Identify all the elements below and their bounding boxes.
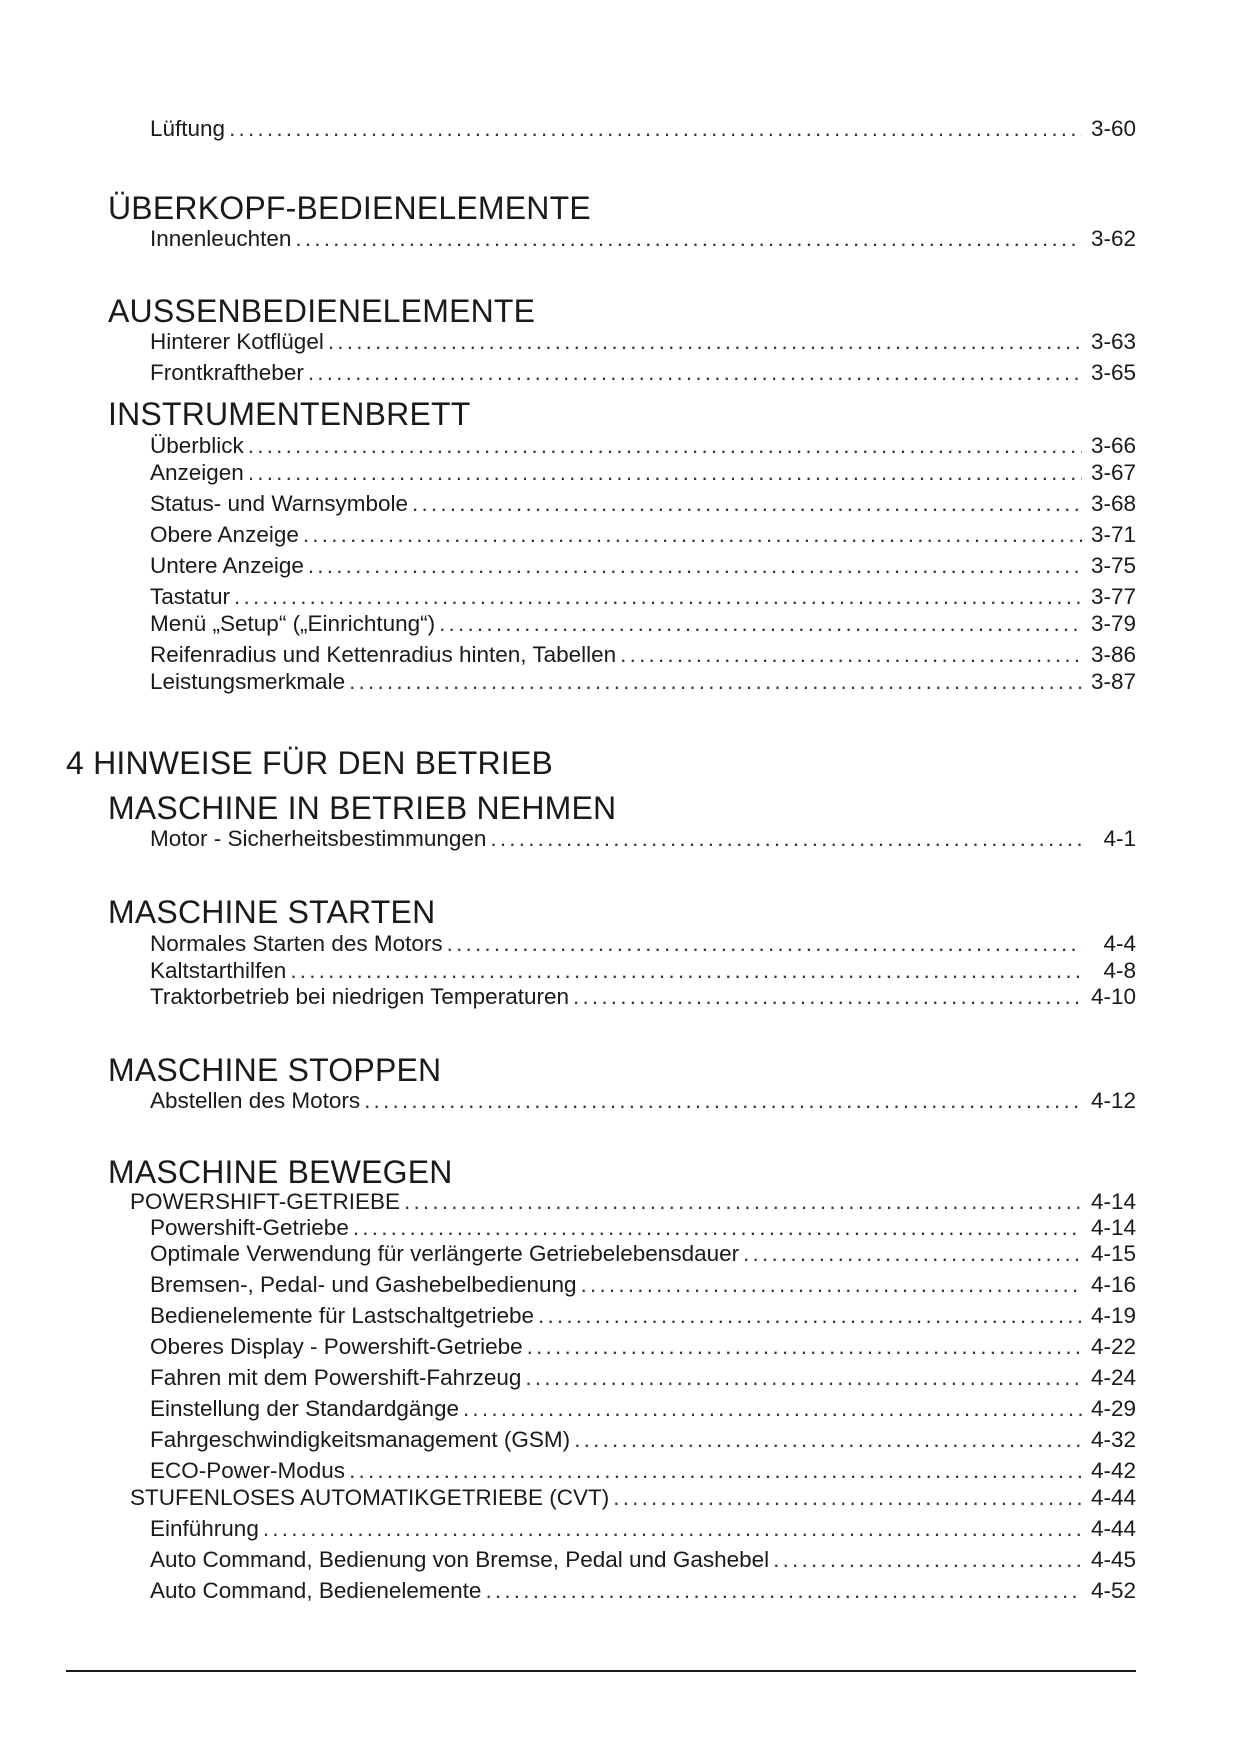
footer-rule: [66, 1670, 1136, 1672]
toc-entry-title: Optimale Verwendung für verlängerte Getriebelebensdauer: [150, 1241, 740, 1266]
toc-entry-title: Überblick: [150, 433, 244, 458]
dot-leader: [613, 1485, 1082, 1511]
toc-entry-title: Oberes Display - Powershift-Getriebe: [150, 1334, 523, 1359]
toc-entry-title: Innenleuchten: [150, 226, 292, 251]
dot-leader: [538, 1303, 1082, 1329]
section-heading: MASCHINE BEWEGEN: [108, 1154, 453, 1190]
dot-leader: [303, 522, 1082, 548]
toc-entry-title: Leistungsmerkmale: [150, 669, 346, 694]
dot-leader: [743, 1241, 1082, 1267]
toc-entry-page: 3-86: [1090, 642, 1136, 667]
toc-entry[interactable]: [150, 826, 1136, 852]
dot-leader: [773, 1547, 1082, 1573]
toc-entry-page: 3-79: [1090, 611, 1136, 636]
toc-entry-title: Einstellung der Standardgänge: [150, 1396, 459, 1421]
dot-leader: [353, 1215, 1082, 1241]
toc-entry-page: 3-68: [1090, 491, 1136, 516]
toc-entry-page: 3-77: [1090, 584, 1136, 609]
toc-entry[interactable]: [150, 958, 1136, 984]
dot-leader: [404, 1189, 1082, 1215]
toc-entry-page: 4-10: [1090, 984, 1136, 1009]
toc-entry-title: Menü „Setup“ („Einrichtung“): [150, 611, 436, 636]
toc-entry-title: Bremsen-, Pedal- und Gashebelbedienung: [150, 1272, 577, 1297]
toc-entry-page: 4-15: [1090, 1241, 1136, 1266]
dot-leader: [581, 1272, 1082, 1298]
toc-entry-page: 3-63: [1090, 329, 1136, 354]
dot-leader: [308, 360, 1082, 386]
toc-entry-title: Hinterer Kotflügel: [150, 329, 324, 354]
dot-leader: [234, 584, 1082, 610]
toc-entry-page: 3-87: [1090, 669, 1136, 694]
toc-entry-title: Auto Command, Bedienelemente: [150, 1578, 482, 1603]
toc-entry-page: 3-60: [1090, 116, 1136, 141]
toc-entry-title: Traktorbetrieb bei niedrigen Temperaturen: [150, 984, 569, 1009]
toc-entry[interactable]: [150, 1215, 1136, 1241]
dot-leader: [248, 433, 1082, 459]
toc-entry[interactable]: [150, 1458, 1136, 1484]
toc-entry-title: Status- und Warnsymbole: [150, 491, 409, 516]
toc-entry-page: 4-12: [1090, 1088, 1136, 1113]
section-heading: ÜBERKOPF-BEDIENELEMENTE: [108, 190, 591, 226]
toc-entry[interactable]: [150, 584, 1136, 610]
toc-entry-title: Obere Anzeige: [150, 522, 299, 547]
toc-entry-page: 3-71: [1090, 522, 1136, 547]
toc-entry-title: Fahren mit dem Powershift-Fahrzeug: [150, 1365, 522, 1390]
toc-entry[interactable]: [150, 329, 1136, 355]
toc-entry-title: Tastatur: [150, 584, 231, 609]
toc-entry-page: 4-42: [1090, 1458, 1136, 1483]
toc-entry[interactable]: [150, 1427, 1136, 1453]
toc-entry-page: 4-16: [1090, 1272, 1136, 1297]
toc-entry[interactable]: [150, 1272, 1136, 1298]
dot-leader: [485, 1578, 1082, 1604]
toc-entry-title: Auto Command, Bedienung von Bremse, Pedal und Gashebel: [150, 1547, 770, 1572]
toc-entry[interactable]: [150, 116, 1136, 142]
toc-entry[interactable]: [150, 642, 1136, 668]
toc-entry-page: 3-62: [1090, 226, 1136, 251]
toc-entry-page: 4-4: [1103, 931, 1136, 956]
toc-entry[interactable]: [150, 1334, 1136, 1360]
toc-entry-page: 4-52: [1090, 1578, 1136, 1603]
toc-entry[interactable]: [150, 360, 1136, 386]
toc-entry-page: 4-1: [1103, 826, 1136, 851]
toc-entry[interactable]: [150, 1241, 1136, 1267]
dot-leader: [349, 669, 1082, 695]
dot-leader: [328, 329, 1082, 355]
dot-leader: [490, 826, 1082, 852]
dot-leader: [229, 116, 1082, 142]
dot-leader: [364, 1088, 1082, 1114]
dot-leader: [525, 1365, 1082, 1391]
toc-entry[interactable]: [150, 669, 1136, 695]
toc-entry-page: 4-8: [1103, 958, 1136, 983]
toc-entry[interactable]: [150, 931, 1136, 957]
dot-leader: [574, 1427, 1082, 1453]
toc-entry-title: STUFENLOSES AUTOMATIKGETRIEBE (CVT): [130, 1485, 610, 1510]
toc-entry-page: 4-44: [1090, 1516, 1136, 1541]
toc-entry[interactable]: [150, 433, 1136, 459]
dot-leader: [349, 1458, 1082, 1484]
toc-subsection-entry[interactable]: [130, 1189, 1136, 1215]
toc-entry-page: 4-22: [1090, 1334, 1136, 1359]
toc-entry[interactable]: [150, 984, 1136, 1010]
toc-entry[interactable]: [150, 1578, 1136, 1604]
toc-entry[interactable]: [150, 522, 1136, 548]
toc-entry-page: 4-14: [1090, 1189, 1136, 1214]
dot-leader: [439, 611, 1082, 637]
toc-entry-title: Motor - Sicherheitsbestimmungen: [150, 826, 487, 851]
toc-entry-page: 4-24: [1090, 1365, 1136, 1390]
toc-entry[interactable]: [150, 611, 1136, 637]
toc-entry-page: 4-19: [1090, 1303, 1136, 1328]
toc-entry[interactable]: [150, 226, 1136, 252]
toc-entry-title: Fahrgeschwindigkeitsmanagement (GSM): [150, 1427, 571, 1452]
toc-entry-page: 3-75: [1090, 553, 1136, 578]
toc-entry-page: 4-44: [1090, 1485, 1136, 1510]
section-heading: MASCHINE STARTEN: [108, 894, 436, 930]
toc-subsection-entry[interactable]: [130, 1485, 1136, 1511]
section-heading: AUSSENBEDIENELEMENTE: [108, 293, 536, 329]
toc-entry-title: ECO-Power-Modus: [150, 1458, 346, 1483]
dot-leader: [295, 226, 1082, 252]
dot-leader: [308, 553, 1082, 579]
dot-leader: [620, 642, 1082, 668]
toc-entry-title: Einführung: [150, 1516, 259, 1541]
toc-entry-page: 4-45: [1090, 1547, 1136, 1572]
dot-leader: [463, 1396, 1082, 1422]
toc-entry[interactable]: [150, 1516, 1136, 1542]
toc-entry[interactable]: [150, 1365, 1136, 1391]
dot-leader: [412, 491, 1082, 517]
toc-entry-page: 4-29: [1090, 1396, 1136, 1421]
dot-leader: [248, 460, 1082, 486]
toc-entry-title: Abstellen des Motors: [150, 1088, 361, 1113]
toc-entry[interactable]: [150, 1547, 1136, 1573]
dot-leader: [573, 984, 1082, 1010]
dot-leader: [263, 1516, 1082, 1542]
toc-entry[interactable]: [150, 1088, 1136, 1114]
toc-entry-page: 3-66: [1090, 433, 1136, 458]
dot-leader: [527, 1334, 1082, 1360]
dot-leader: [290, 958, 1082, 984]
toc-entry[interactable]: [150, 1303, 1136, 1329]
toc-entry-title: Lüftung: [150, 116, 226, 141]
toc-entry-title: Bedienelemente für Lastschaltgetriebe: [150, 1303, 534, 1328]
toc-entry-page: 4-14: [1090, 1215, 1136, 1240]
dot-leader: [447, 931, 1082, 957]
toc-entry-title: POWERSHIFT-GETRIEBE: [130, 1189, 401, 1214]
toc-entry-title: Reifenradius und Kettenradius hinten, Tabellen: [150, 642, 617, 667]
toc-entry-title: Frontkraftheber: [150, 360, 304, 385]
toc-entry-title: Kaltstarthilfen: [150, 958, 287, 983]
toc-entry[interactable]: [150, 460, 1136, 486]
section-heading: INSTRUMENTENBRETT: [108, 396, 471, 432]
toc-entry-title: Normales Starten des Motors: [150, 931, 443, 956]
toc-entry-title: Untere Anzeige: [150, 553, 304, 578]
toc-entry[interactable]: [150, 491, 1136, 517]
toc-entry[interactable]: [150, 553, 1136, 579]
section-heading: MASCHINE STOPPEN: [108, 1052, 442, 1088]
chapter-heading: 4 HINWEISE FÜR DEN BETRIEB: [66, 745, 554, 781]
toc-entry-title: Powershift-Getriebe: [150, 1215, 349, 1240]
toc-entry-title: Anzeigen: [150, 460, 244, 485]
toc-entry-page: 3-67: [1090, 460, 1136, 485]
section-heading: MASCHINE IN BETRIEB NEHMEN: [108, 790, 617, 826]
toc-entry-page: 3-65: [1090, 360, 1136, 385]
toc-entry[interactable]: [150, 1396, 1136, 1422]
toc-entry-page: 4-32: [1090, 1427, 1136, 1452]
